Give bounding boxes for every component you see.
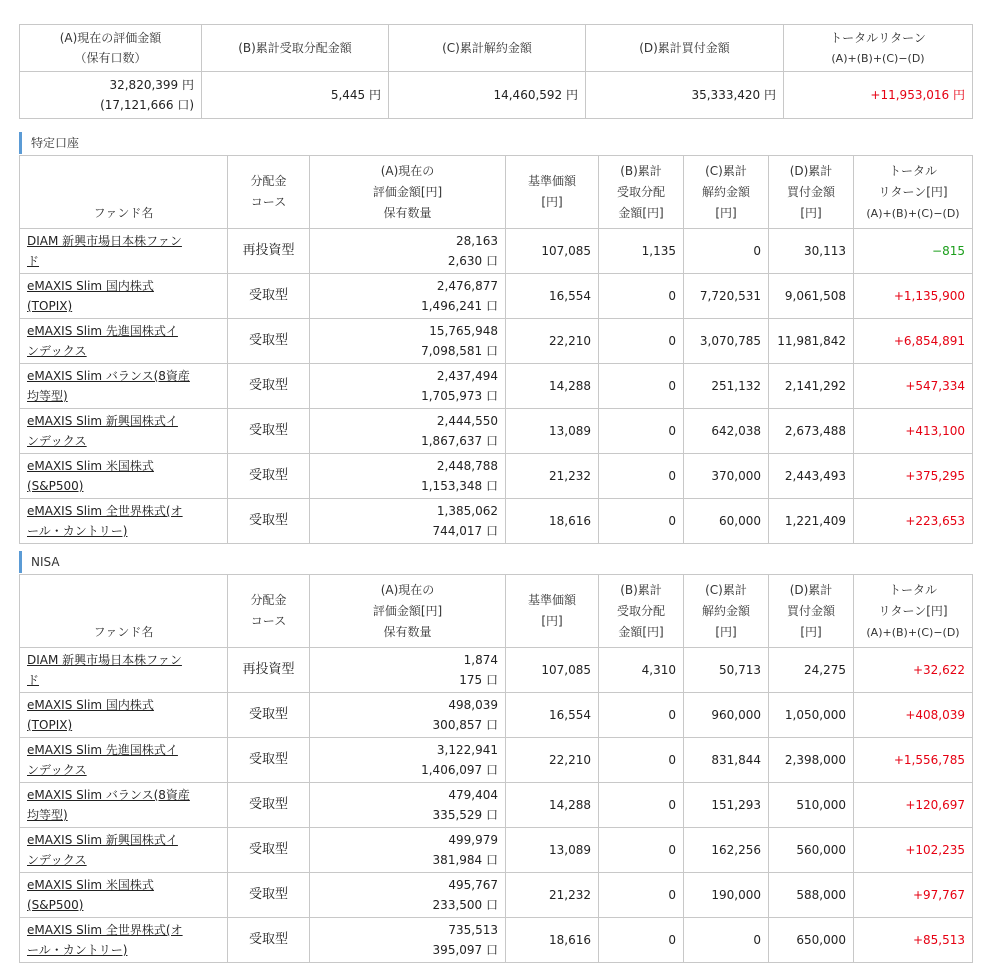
eval-cell [310, 454, 506, 499]
header-d: (D)累計 買付金額 [円] [769, 575, 854, 648]
total-return-cell: +32,622 [854, 648, 973, 693]
fund-link[interactable]: eMAXIS Slim 全世界株式(オ ール・カントリー) [27, 504, 183, 538]
eval-cell [310, 873, 506, 918]
eval-amount: 2,476,877 [436, 279, 498, 293]
course-cell: 受取型 [228, 454, 310, 499]
summary-table [19, 24, 973, 119]
dividend-cell: 1,135 [599, 229, 684, 274]
eval-units: 7,098,581 口 [421, 344, 498, 358]
nav-cell: 18,616 [506, 918, 599, 963]
table-row [20, 828, 973, 873]
fund-name-cell [20, 693, 228, 738]
header-b: (B)累計 受取分配 金額[円] [599, 575, 684, 648]
header-d: (D)累計 買付金額 [円] [769, 156, 854, 229]
table-row [20, 319, 973, 364]
course-cell: 受取型 [228, 499, 310, 544]
course-cell: 受取型 [228, 693, 310, 738]
purchase-cell: 560,000 [769, 828, 854, 873]
header-total-return: トータル リターン[円] (A)+(B)+(C)−(D) [854, 575, 973, 648]
fund-name-cell [20, 274, 228, 319]
tokutei-table [19, 155, 973, 544]
course-cell: 受取型 [228, 409, 310, 454]
total-return-cell: +85,513 [854, 918, 973, 963]
eval-amount: 28,163 [456, 234, 498, 248]
fund-link[interactable]: eMAXIS Slim 国内株式 (TOPIX) [27, 279, 154, 313]
redemption-cell: 831,844 [684, 738, 769, 783]
dividend-cell: 4,310 [599, 648, 684, 693]
fund-link[interactable]: eMAXIS Slim 先進国株式イ ンデックス [27, 743, 178, 777]
fund-name-cell [20, 499, 228, 544]
header-c: (C)累計 解約金額 [円] [684, 156, 769, 229]
table-row [20, 738, 973, 783]
purchase-cell: 2,141,292 [769, 364, 854, 409]
eval-amount: 735,513 [448, 923, 498, 937]
nav-cell: 107,085 [506, 648, 599, 693]
purchase-cell: 1,221,409 [769, 499, 854, 544]
table-row [20, 409, 973, 454]
eval-amount: 495,767 [448, 878, 498, 892]
dividend-cell: 0 [599, 364, 684, 409]
fund-link[interactable]: DIAM 新興市場日本株ファン ド [27, 653, 182, 687]
purchase-cell: 2,673,488 [769, 409, 854, 454]
fund-link[interactable]: eMAXIS Slim 全世界株式(オ ール・カントリー) [27, 923, 183, 957]
header-row [20, 575, 973, 648]
purchase-cell: 2,398,000 [769, 738, 854, 783]
eval-cell [310, 918, 506, 963]
eval-units: 2,630 口 [447, 254, 498, 268]
redemption-cell: 0 [684, 229, 769, 274]
dividend-cell: 0 [599, 873, 684, 918]
redemption-cell: 642,038 [684, 409, 769, 454]
dividend-cell: 0 [599, 274, 684, 319]
redemption-cell: 0 [684, 918, 769, 963]
fund-link[interactable]: eMAXIS Slim 国内株式 (TOPIX) [27, 698, 154, 732]
total-return-cell: +547,334 [854, 364, 973, 409]
header-nav: 基準価額 [円] [506, 156, 599, 229]
fund-name-cell [20, 364, 228, 409]
header-eval: (A)現在の 評価金額[円] 保有数量 [310, 575, 506, 648]
table-row [20, 783, 973, 828]
nisa-table [19, 574, 973, 963]
fund-name-cell [20, 918, 228, 963]
header-c: (C)累計 解約金額 [円] [684, 575, 769, 648]
table-row [20, 229, 973, 274]
course-cell: 受取型 [228, 918, 310, 963]
total-return-cell: +1,556,785 [854, 738, 973, 783]
purchase-cell: 1,050,000 [769, 693, 854, 738]
fund-link[interactable]: eMAXIS Slim バランス(8資産 均等型) [27, 788, 190, 822]
nav-cell: 18,616 [506, 499, 599, 544]
eval-units: 335,529 口 [432, 808, 498, 822]
eval-units: 175 口 [459, 673, 498, 687]
header-fund-name: ファンド名 [20, 575, 228, 648]
section-title-tokutei: 特定口座 [19, 132, 79, 154]
summary-value-total: +11,953,016 円 [784, 72, 973, 119]
fund-name-cell [20, 319, 228, 364]
fund-link[interactable]: eMAXIS Slim 米国株式 (S&P500) [27, 878, 154, 912]
eval-units: 1,406,097 口 [421, 763, 498, 777]
eval-cell [310, 409, 506, 454]
header-nav: 基準価額 [円] [506, 575, 599, 648]
fund-name-cell [20, 229, 228, 274]
eval-amount: 1,874 [463, 653, 498, 667]
dividend-cell: 0 [599, 828, 684, 873]
header-row [20, 156, 973, 229]
total-return-cell: +375,295 [854, 454, 973, 499]
eval-units: 1,705,973 口 [421, 389, 498, 403]
summary-value-a: 32,820,399 円 (17,121,666 口) [20, 72, 202, 119]
fund-link[interactable]: eMAXIS Slim 新興国株式イ ンデックス [27, 414, 178, 448]
table-row [20, 918, 973, 963]
dividend-cell: 0 [599, 738, 684, 783]
course-cell: 受取型 [228, 319, 310, 364]
purchase-cell: 588,000 [769, 873, 854, 918]
eval-cell [310, 229, 506, 274]
eval-amount: 15,765,948 [429, 324, 498, 338]
dividend-cell: 0 [599, 918, 684, 963]
eval-cell [310, 693, 506, 738]
header-course: 分配金 コース [228, 575, 310, 648]
eval-units: 233,500 口 [432, 898, 498, 912]
redemption-cell: 960,000 [684, 693, 769, 738]
eval-cell [310, 499, 506, 544]
eval-units: 300,857 口 [432, 718, 498, 732]
course-cell: 受取型 [228, 274, 310, 319]
dividend-cell: 0 [599, 693, 684, 738]
nav-cell: 14,288 [506, 783, 599, 828]
dividend-cell: 0 [599, 409, 684, 454]
total-return-cell: −815 [854, 229, 973, 274]
eval-amount: 3,122,941 [436, 743, 498, 757]
summary-header-row [20, 25, 973, 72]
eval-units: 1,153,348 口 [421, 479, 498, 493]
eval-units: 744,017 口 [432, 524, 498, 538]
nav-cell: 16,554 [506, 693, 599, 738]
eval-amount: 1,385,062 [436, 504, 498, 518]
header-course: 分配金 コース [228, 156, 310, 229]
eval-cell [310, 274, 506, 319]
redemption-cell: 50,713 [684, 648, 769, 693]
summary-header-a: (A)現在の評価金額 （保有口数） [20, 25, 202, 72]
dividend-cell: 0 [599, 783, 684, 828]
eval-units: 395,097 口 [432, 943, 498, 957]
fund-link[interactable]: eMAXIS Slim 新興国株式イ ンデックス [27, 833, 178, 867]
summary-value-d: 35,333,420 円 [586, 72, 784, 119]
course-cell: 再投資型 [228, 648, 310, 693]
eval-units: 1,496,241 口 [421, 299, 498, 313]
summary-value-row [20, 72, 973, 119]
section-title-nisa: NISA [19, 551, 60, 573]
fund-name-cell [20, 648, 228, 693]
fund-name-cell [20, 738, 228, 783]
summary-header-d: (D)累計買付金額 [586, 25, 784, 72]
course-cell: 受取型 [228, 364, 310, 409]
header-total-return: トータル リターン[円] (A)+(B)+(C)−(D) [854, 156, 973, 229]
purchase-cell: 650,000 [769, 918, 854, 963]
summary-header-c: (C)累計解約金額 [389, 25, 586, 72]
dividend-cell: 0 [599, 454, 684, 499]
purchase-cell: 9,061,508 [769, 274, 854, 319]
eval-amount: 2,448,788 [436, 459, 498, 473]
redemption-cell: 151,293 [684, 783, 769, 828]
table-row [20, 499, 973, 544]
summary-value-b: 5,445 円 [202, 72, 389, 119]
fund-name-cell [20, 828, 228, 873]
nav-cell: 14,288 [506, 364, 599, 409]
table-row [20, 274, 973, 319]
total-return-cell: +97,767 [854, 873, 973, 918]
header-b: (B)累計 受取分配 金額[円] [599, 156, 684, 229]
total-return-cell: +6,854,891 [854, 319, 973, 364]
fund-link[interactable]: eMAXIS Slim バランス(8資産 均等型) [27, 369, 190, 403]
total-return-cell: +413,100 [854, 409, 973, 454]
eval-cell [310, 319, 506, 364]
purchase-cell: 24,275 [769, 648, 854, 693]
redemption-cell: 370,000 [684, 454, 769, 499]
summary-value-c: 14,460,592 円 [389, 72, 586, 119]
fund-link[interactable]: eMAXIS Slim 米国株式 (S&P500) [27, 459, 154, 493]
table-row [20, 454, 973, 499]
table-row [20, 648, 973, 693]
course-cell: 受取型 [228, 738, 310, 783]
course-cell: 再投資型 [228, 229, 310, 274]
eval-cell [310, 648, 506, 693]
table-row [20, 873, 973, 918]
redemption-cell: 3,070,785 [684, 319, 769, 364]
eval-cell [310, 828, 506, 873]
redemption-cell: 190,000 [684, 873, 769, 918]
redemption-cell: 162,256 [684, 828, 769, 873]
fund-name-cell [20, 409, 228, 454]
fund-link[interactable]: DIAM 新興市場日本株ファン ド [27, 234, 182, 268]
purchase-cell: 30,113 [769, 229, 854, 274]
nav-cell: 16,554 [506, 274, 599, 319]
eval-cell [310, 738, 506, 783]
redemption-cell: 7,720,531 [684, 274, 769, 319]
total-return-cell: +1,135,900 [854, 274, 973, 319]
nav-cell: 22,210 [506, 738, 599, 783]
eval-units: 1,867,637 口 [421, 434, 498, 448]
eval-units: 381,984 口 [432, 853, 498, 867]
eval-amount: 498,039 [448, 698, 498, 712]
redemption-cell: 251,132 [684, 364, 769, 409]
header-eval: (A)現在の 評価金額[円] 保有数量 [310, 156, 506, 229]
course-cell: 受取型 [228, 828, 310, 873]
course-cell: 受取型 [228, 873, 310, 918]
nav-cell: 21,232 [506, 873, 599, 918]
eval-cell [310, 783, 506, 828]
summary-header-total: トータルリターン (A)+(B)+(C)−(D) [784, 25, 973, 72]
nav-cell: 13,089 [506, 828, 599, 873]
purchase-cell: 2,443,493 [769, 454, 854, 499]
eval-amount: 2,437,494 [436, 369, 498, 383]
course-cell: 受取型 [228, 783, 310, 828]
nav-cell: 13,089 [506, 409, 599, 454]
total-return-cell: +120,697 [854, 783, 973, 828]
fund-link[interactable]: eMAXIS Slim 先進国株式イ ンデックス [27, 324, 178, 358]
eval-amount: 499,979 [448, 833, 498, 847]
purchase-cell: 510,000 [769, 783, 854, 828]
redemption-cell: 60,000 [684, 499, 769, 544]
fund-name-cell [20, 454, 228, 499]
eval-amount: 479,404 [448, 788, 498, 802]
eval-amount: 2,444,550 [436, 414, 498, 428]
total-return-cell: +223,653 [854, 499, 973, 544]
total-return-cell: +102,235 [854, 828, 973, 873]
eval-cell [310, 364, 506, 409]
summary-header-b: (B)累計受取分配金額 [202, 25, 389, 72]
nav-cell: 21,232 [506, 454, 599, 499]
dividend-cell: 0 [599, 319, 684, 364]
nav-cell: 22,210 [506, 319, 599, 364]
header-fund-name: ファンド名 [20, 156, 228, 229]
table-row [20, 693, 973, 738]
fund-name-cell [20, 873, 228, 918]
fund-name-cell [20, 783, 228, 828]
nav-cell: 107,085 [506, 229, 599, 274]
dividend-cell: 0 [599, 499, 684, 544]
purchase-cell: 11,981,842 [769, 319, 854, 364]
table-row [20, 364, 973, 409]
total-return-cell: +408,039 [854, 693, 973, 738]
